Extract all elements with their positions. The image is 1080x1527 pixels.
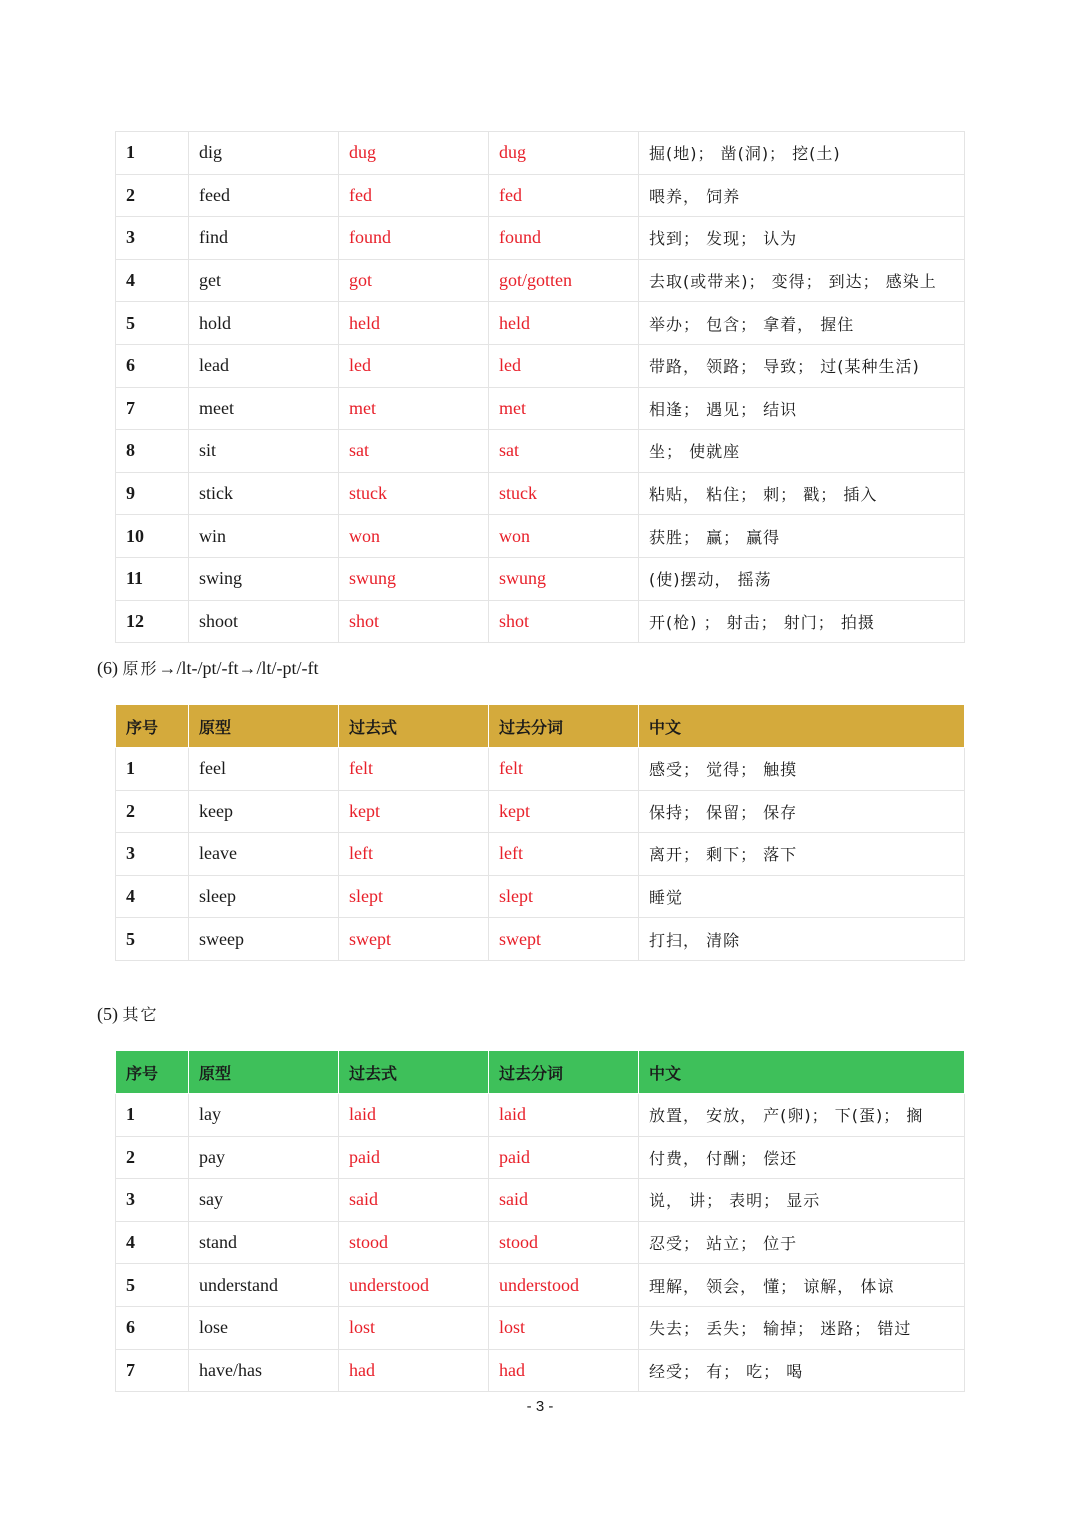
verb-chinese-meaning: 付费， 付酬； 偿还 [639,1136,965,1179]
verb-past-participle: held [489,302,639,345]
header-pp: 过去分词 [489,705,639,748]
verb-chinese-meaning: 喂养， 饲养 [639,174,965,217]
verb-base-form: lead [189,344,339,387]
table-row [116,132,965,175]
header-past: 过去式 [339,705,489,748]
verb-past-tense: fed [339,174,489,217]
header-base: 原型 [189,1051,339,1094]
verb-past-participle: laid [489,1094,639,1137]
verb-chinese-meaning: 睡觉 [639,875,965,918]
verb-past-participle: had [489,1349,639,1392]
verb-chinese-meaning: 相逢； 遇见； 结识 [639,387,965,430]
verb-table-1 [115,131,965,643]
verb-past-participle: fed [489,174,639,217]
verb-chinese-meaning: 带路， 领路； 导致； 过(某种生活) [639,344,965,387]
verb-past-tense: swung [339,557,489,600]
verb-past-participle: met [489,387,639,430]
verb-past-tense: left [339,833,489,876]
verb-chinese-meaning: 放置， 安放， 产(卵)； 下(蛋)； 搁 [639,1094,965,1137]
verb-chinese-meaning: 经受； 有； 吃； 喝 [639,1349,965,1392]
verb-chinese-meaning: 失去； 丢失； 输掉； 迷路； 错过 [639,1306,965,1349]
verb-past-tense: said [339,1179,489,1222]
verb-table-2-body [116,748,965,961]
table-row [116,430,965,473]
verb-base-form: hold [189,302,339,345]
verb-base-form: stick [189,472,339,515]
verb-number: 2 [116,790,189,833]
verb-base-form: have/has [189,1349,339,1392]
verb-past-participle: dug [489,132,639,175]
verb-past-tense: got [339,259,489,302]
verb-table-3-body [116,1094,965,1392]
verb-past-tense: held [339,302,489,345]
verb-chinese-meaning: 保持； 保留； 保存 [639,790,965,833]
verb-past-participle: swung [489,557,639,600]
verb-chinese-meaning: 开(枪) ； 射击； 射门； 拍摄 [639,600,965,643]
verb-chinese-meaning: 找到； 发现； 认为 [639,217,965,260]
verb-past-participle: left [489,833,639,876]
verb-number: 6 [116,1306,189,1349]
verb-number: 8 [116,430,189,473]
verb-base-form: get [189,259,339,302]
header-pp: 过去分词 [489,1051,639,1094]
table-row [116,1136,965,1179]
verb-chinese-meaning: 忍受； 站立； 位于 [639,1221,965,1264]
verb-past-participle: paid [489,1136,639,1179]
verb-table-1-body [116,132,965,643]
verb-base-form: stand [189,1221,339,1264]
header-num: 序号 [116,1051,189,1094]
verb-base-form: feed [189,174,339,217]
table-row [116,1306,965,1349]
verb-chinese-meaning: 获胜； 赢； 赢得 [639,515,965,558]
verb-base-form: understand [189,1264,339,1307]
header-cn: 中文 [639,1051,965,1094]
verb-past-tense: lost [339,1306,489,1349]
verb-past-participle: kept [489,790,639,833]
verb-past-tense: paid [339,1136,489,1179]
table-row [116,344,965,387]
verb-number: 12 [116,600,189,643]
verb-chinese-meaning: (使)摆动， 摇荡 [639,557,965,600]
verb-base-form: lose [189,1306,339,1349]
verb-past-tense: stuck [339,472,489,515]
table-row [116,174,965,217]
verb-number: 2 [116,1136,189,1179]
verb-chinese-meaning: 粘贴， 粘住； 刺； 戳； 插入 [639,472,965,515]
verb-chinese-meaning: 离开； 剩下； 落下 [639,833,965,876]
table-row [116,1094,965,1137]
verb-number: 5 [116,302,189,345]
verb-number: 1 [116,748,189,791]
verb-base-form: leave [189,833,339,876]
verb-base-form: pay [189,1136,339,1179]
table-row [116,875,965,918]
verb-past-tense: stood [339,1221,489,1264]
verb-chinese-meaning: 感受； 觉得； 触摸 [639,748,965,791]
verb-number: 1 [116,1094,189,1137]
verb-past-participle: shot [489,600,639,643]
verb-past-participle: understood [489,1264,639,1307]
verb-past-participle: stuck [489,472,639,515]
table-row [116,217,965,260]
verb-base-form: meet [189,387,339,430]
verb-number: 4 [116,259,189,302]
verb-number: 10 [116,515,189,558]
verb-past-participle: sat [489,430,639,473]
table-row [116,1221,965,1264]
verb-past-tense: dug [339,132,489,175]
verb-number: 3 [116,1179,189,1222]
table-row [116,600,965,643]
table-header-row [116,705,965,748]
verb-base-form: say [189,1179,339,1222]
table-row [116,833,965,876]
table-row [116,302,965,345]
verb-past-tense: found [339,217,489,260]
verb-base-form: dig [189,132,339,175]
table-row [116,1349,965,1392]
verb-chinese-meaning: 举办； 包含； 拿着， 握住 [639,302,965,345]
page-number: - 3 - [526,1398,554,1415]
verb-past-tense: slept [339,875,489,918]
verb-number: 2 [116,174,189,217]
table-row [116,918,965,961]
section-6-prefix: (6) [97,658,118,678]
verb-table-2 [115,704,965,961]
verb-chinese-meaning: 说， 讲； 表明； 显示 [639,1179,965,1222]
verb-past-tense: shot [339,600,489,643]
verb-number: 3 [116,217,189,260]
section-6-heading [97,656,319,679]
verb-number: 4 [116,875,189,918]
header-past: 过去式 [339,1051,489,1094]
verb-past-participle: found [489,217,639,260]
verb-chinese-meaning: 去取(或带来)； 变得； 到达； 感染上 [639,259,965,302]
section-5-cn: 其它 [122,1005,159,1024]
verb-number: 5 [116,918,189,961]
verb-number: 9 [116,472,189,515]
header-cn: 中文 [639,705,965,748]
verb-number: 6 [116,344,189,387]
verb-base-form: sit [189,430,339,473]
verb-past-tense: swept [339,918,489,961]
verb-past-participle: won [489,515,639,558]
verb-past-participle: swept [489,918,639,961]
header-base: 原型 [189,705,339,748]
verb-base-form: swing [189,557,339,600]
verb-number: 3 [116,833,189,876]
section-6-cn: 原形 [122,659,159,678]
verb-chinese-meaning: 掘(地)； 凿(洞)； 挖(土) [639,132,965,175]
verb-number: 4 [116,1221,189,1264]
table-row [116,1179,965,1222]
section-5-heading [97,1002,159,1025]
verb-chinese-meaning: 坐； 使就座 [639,430,965,473]
verb-base-form: feel [189,748,339,791]
table-row [116,387,965,430]
section-6-rule: →/lt-/pt/-ft→/lt/-pt/-ft [158,658,319,678]
verb-base-form: sleep [189,875,339,918]
verb-number: 7 [116,1349,189,1392]
verb-past-tense: laid [339,1094,489,1137]
verb-past-tense: won [339,515,489,558]
verb-base-form: sweep [189,918,339,961]
verb-chinese-meaning: 打扫， 清除 [639,918,965,961]
table-row [116,259,965,302]
verb-past-tense: had [339,1349,489,1392]
verb-number: 11 [116,557,189,600]
verb-past-tense: kept [339,790,489,833]
table-row [116,557,965,600]
verb-past-participle: got/gotten [489,259,639,302]
verb-number: 1 [116,132,189,175]
verb-base-form: lay [189,1094,339,1137]
verb-past-tense: felt [339,748,489,791]
verb-past-participle: led [489,344,639,387]
header-num: 序号 [116,705,189,748]
verb-past-participle: lost [489,1306,639,1349]
verb-past-participle: stood [489,1221,639,1264]
verb-base-form: find [189,217,339,260]
verb-past-tense: sat [339,430,489,473]
table-row [116,790,965,833]
table-row [116,515,965,558]
verb-base-form: keep [189,790,339,833]
verb-past-tense: met [339,387,489,430]
verb-past-participle: slept [489,875,639,918]
verb-table-3 [115,1050,965,1392]
verb-past-tense: understood [339,1264,489,1307]
table-row [116,748,965,791]
table-row [116,1264,965,1307]
section-5-prefix: (5) [97,1004,118,1024]
verb-past-participle: felt [489,748,639,791]
verb-past-tense: led [339,344,489,387]
verb-past-participle: said [489,1179,639,1222]
verb-number: 5 [116,1264,189,1307]
verb-number: 7 [116,387,189,430]
table-row [116,472,965,515]
verb-base-form: shoot [189,600,339,643]
verb-chinese-meaning: 理解， 领会， 懂； 谅解， 体谅 [639,1264,965,1307]
table-header-row [116,1051,965,1094]
verb-base-form: win [189,515,339,558]
